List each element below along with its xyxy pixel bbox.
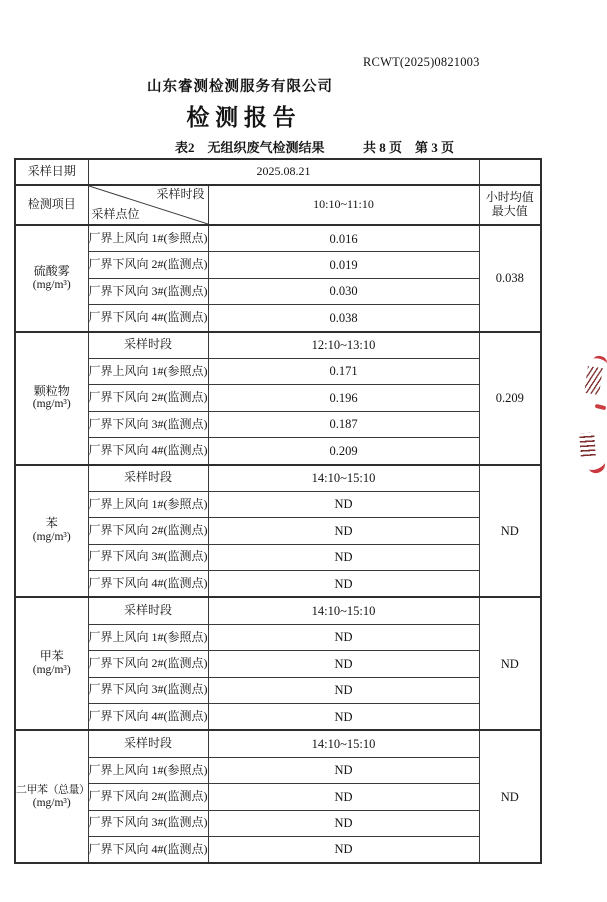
sample-point-row [15,624,541,650]
period-value-cell: 14:10~15:10 [208,730,479,757]
sample-point-cell: 厂界下风向 4#(监测点) [88,704,208,731]
sample-point-cell: 厂界下风向 4#(监测点) [88,305,208,332]
sample-point-row [15,571,541,598]
seal-fragment-arc-bottom [586,455,607,475]
period-value-cell: 14:10~15:10 [208,465,479,492]
sample-point-row [15,438,541,465]
item-header: 检测项目 [15,185,88,225]
report-number: RCWT(2025)0821003 [363,55,480,69]
sample-point-cell: 厂界上风向 1#(参照点) [88,225,208,252]
value-cell: 0.016 [208,225,479,252]
period-row [15,597,541,624]
diagonal-bottom-label: 采样点位 [91,207,140,222]
header-period: 10:10~11:10 [208,185,479,225]
pollutant-name-cell: 甲苯 (mg/m³) [15,597,88,730]
max-value-cell: 0.038 [479,225,541,332]
sample-point-cell: 厂界下风向 3#(监测点) [88,411,208,437]
sample-point-cell: 厂界下风向 2#(监测点) [88,518,208,544]
max-value-cell: ND [479,465,541,598]
max-value-cell: ND [479,597,541,730]
value-cell: ND [208,677,479,703]
max-value-cell: 0.209 [479,332,541,465]
sample-point-cell: 厂界下风向 3#(监测点) [88,278,208,304]
pollutant-name-cell: 二甲苯（总量） (mg/m³) [15,730,88,863]
date-value: 2025.08.21 [88,159,479,185]
sample-point-cell: 厂界下风向 2#(监测点) [88,784,208,810]
sample-point-row [15,358,541,384]
pollutant-name-cell: 苯 (mg/m³) [15,465,88,598]
value-cell: ND [208,784,479,810]
period-label-cell: 采样时段 [88,465,208,492]
period-label-cell: 采样时段 [88,730,208,757]
sample-point-row [15,810,541,836]
value-cell: ND [208,704,479,731]
sample-point-cell: 厂界上风向 1#(参照点) [88,624,208,650]
value-cell: 0.038 [208,305,479,332]
sample-point-cell: 厂界上风向 1#(参照点) [88,757,208,783]
diagonal-header-cell [88,185,208,225]
sample-point-cell: 厂界下风向 4#(监测点) [88,438,208,465]
sample-point-row [15,836,541,863]
sample-point-cell: 厂界下风向 2#(监测点) [88,252,208,278]
sample-point-cell: 厂界下风向 4#(监测点) [88,571,208,598]
sample-point-row [15,385,541,411]
max-header: 小时均值 最大值 [479,185,541,225]
period-value-cell: 12:10~13:10 [208,332,479,359]
sample-point-cell: 厂界下风向 2#(监测点) [88,385,208,411]
value-cell: ND [208,491,479,517]
value-cell: 0.187 [208,411,479,437]
date-label: 采样日期 [15,159,88,185]
max-value-cell: ND [479,730,541,863]
sample-point-row [15,651,541,677]
value-cell: ND [208,651,479,677]
period-label-cell: 采样时段 [88,597,208,624]
company-name: 山东睿测检测服务有限公司 [147,79,333,95]
seal-fragment-glyph-lower [579,433,596,457]
seal-fragment-dash [595,404,607,411]
sample-point-row [15,704,541,731]
value-cell: ND [208,836,479,863]
period-row [15,465,541,492]
period-value-cell: 14:10~15:10 [208,597,479,624]
results-table [14,158,542,864]
sample-point-cell: 厂界上风向 1#(参照点) [88,358,208,384]
sample-point-row [15,411,541,437]
sample-point-row [15,784,541,810]
value-cell: 0.209 [208,438,479,465]
sample-point-row [15,757,541,783]
value-cell: 0.030 [208,278,479,304]
sample-point-row [15,305,541,332]
pollutant-name-cell: 硫酸雾 (mg/m³) [15,225,88,332]
sample-point-cell: 厂界下风向 4#(监测点) [88,836,208,863]
period-row [15,730,541,757]
sample-point-row [15,518,541,544]
seal-fragment-glyph-upper [584,366,603,395]
sample-point-row [15,544,541,570]
sample-point-row [15,677,541,703]
value-cell: ND [208,757,479,783]
date-row-empty-cell [479,159,541,185]
value-cell: 0.019 [208,252,479,278]
diagonal-top-label: 采样时段 [156,187,205,201]
table-caption: 表2 无组织废气检测结果 [175,140,325,155]
sample-point-row [15,278,541,304]
pollutant-name-cell: 颗粒物 (mg/m³) [15,332,88,465]
value-cell: ND [208,518,479,544]
date-row [15,159,541,185]
sample-point-cell: 厂界上风向 1#(参照点) [88,491,208,517]
period-label-cell: 采样时段 [88,332,208,359]
value-cell: ND [208,544,479,570]
seal-fragment-arc-top [592,354,607,369]
value-cell: ND [208,571,479,598]
sample-point-row [15,252,541,278]
sample-point-cell: 厂界下风向 3#(监测点) [88,544,208,570]
value-cell: 0.196 [208,385,479,411]
sample-point-cell: 厂界下风向 2#(监测点) [88,651,208,677]
sample-point-row [15,225,541,252]
sample-point-cell: 厂界下风向 3#(监测点) [88,677,208,703]
sample-point-cell: 厂界下风向 3#(监测点) [88,810,208,836]
pagination: 共 8 页 第 3 页 [363,140,455,155]
value-cell: ND [208,624,479,650]
sample-point-row [15,491,541,517]
value-cell: ND [208,810,479,836]
header-row [15,185,541,225]
report-title: 检 测 报 告 [186,105,296,130]
period-row [15,332,541,359]
value-cell: 0.171 [208,358,479,384]
